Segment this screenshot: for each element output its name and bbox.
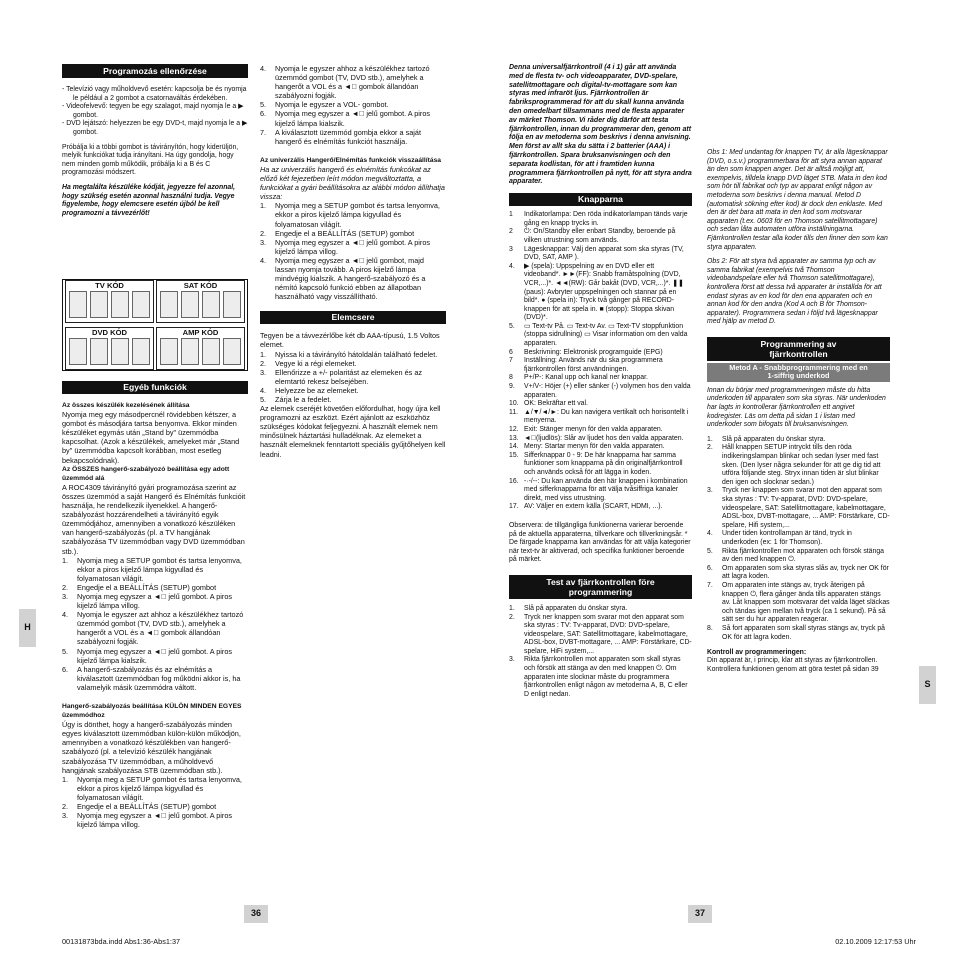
list-item: 2. Håll knappen SETUP intryckt tills den röda indikeringslampan blinkar och sedan lyser med fast sken. (Den lyser några sekunder för att ge dig tid att utföra följande steg. Stryx innan tiden är slut blinkar den igen och slocknar sedan.)	[707, 444, 881, 486]
list-item: 1. Nyomja meg a SETUP gombot és tartsa lenyomva, ekkor a piros kijelző lámpa kigyullad és folyamatosan világít.	[62, 555, 242, 583]
list-item: 7. A kiválasztott üzemmód gombja ekkor a saját hangerő és elnémítás funkciót használja.	[260, 127, 422, 146]
list-item: 17. AV: Väljer en extern källa (SCART, HDMI, ...).	[509, 503, 663, 511]
list-item: 1. Nyomja meg a SETUP gombot és tartsa lenyomva, ekkor a piros kijelző lámpa kigyullad és folyamatosan világít.	[260, 201, 440, 229]
language-tab-s: S	[919, 666, 936, 704]
list-item: 5. Nyomja le egyszer a VOL- gombot.	[260, 100, 389, 110]
digit-cell[interactable]	[223, 338, 241, 365]
section-heading-other-functions: Egyéb funkciók	[62, 381, 248, 394]
code-box-label: SAT KÓD	[183, 281, 218, 290]
list-item: 2. Engedje el a BEÁLLÍTÁS (SETUP) gombot	[260, 228, 415, 238]
paragraph: Az elemek cseréjét követően előfordulhat, hogy újra kell programozni az eszközt. Ezért ajánlott az eszközhöz szükséges kódokat feljegyezni. A használt elemek nem minősülnek háztartási hulladéknak. Az elemeket a használt elemeknek fenntartott speciális gyűjtőhelyen kell leadni.	[260, 404, 446, 459]
digit-cell[interactable]	[69, 338, 87, 365]
observation-note: Observera: de tillgängliga funktionerna varierar beroende på de aktuella apparaterna, tillverkare och tillverkningsår. * De färgade knapparna kan användas för att välja kategorier när text-tv är aktiverad, och specifika funktioner beroende på märket.	[509, 521, 691, 564]
code-box-amp	[156, 327, 245, 370]
note-obs-1: Obs 1: Med undantag för knappen TV, är alla lägesknappar (DVD, o.s.v.) programmerbara för att styra annan apparat än den som knappen anger. Det är alltså möjligt att, exempelvis, tilldela knapp DVD läget STB. Mata in den kod som hör till fabrikat och typ av apparat enligt någon av metoderna som beskrivs i denna manual. Metod D (automatisk sökning efter kod) är dock den enklaste. Med den är det bara att mata in den kod som motsvarar apparaten (t.ex. 0603 för en Thomson satellitmottagare) och sedan låta automaten utföra inställningarna. Fjärrkontrollen testar alla koder tills den finner den som kan styra apparaten.	[707, 149, 888, 251]
column-1-lower	[62, 381, 248, 829]
list-item: 7. Om apparaten inte stängs av, tryck återigen på knappen ⏻, flera gånger ända tills apparaten stängs av. Låt knappen som motsvarar det valda läget släckas och tändas igen mellan två tryck (ca 1 sekund). På så sätt ser du hur apparaten reagerar.	[707, 581, 890, 624]
steps-list	[260, 201, 446, 301]
paragraph: Tegyen be a távvezérlőbe két db AAA-típusú, 1.5 Voltos elemet.	[260, 331, 440, 350]
steps-list	[62, 775, 248, 830]
steps-list	[707, 436, 890, 642]
language-tab-h: H	[19, 609, 36, 647]
section-heading-test: Test av fjärrkontrollen före programmering	[509, 575, 692, 599]
list-item: 1 Indikatorlampa: Den röda indikatorlampan tänds varje gång en knapp trycks in.	[509, 211, 688, 227]
code-box-label: TV KÓD	[95, 281, 124, 290]
code-box-tv	[65, 280, 154, 323]
digit-cell[interactable]	[132, 291, 150, 318]
digit-cell[interactable]	[202, 338, 220, 365]
list-item: 3. Ellenőrizze a +/- polaritást az elemeken és az elemtartó rekesz belsejében.	[260, 367, 423, 386]
paragraph: Din apparat är, i princip, klar att styras av fjärrkontrollen. Kontrollera funktionen genom att göra testet på sidan 39	[707, 657, 879, 673]
code-box-sat	[156, 280, 245, 323]
list-item: 6. Nyomja meg egyszer a ◄⃞ jelű gombot. A piros kijelző lámpa kialszik.	[260, 109, 431, 128]
bullet-list	[62, 86, 248, 138]
digit-cell[interactable]	[202, 291, 220, 318]
steps-list	[509, 605, 692, 700]
list-item: 3. Nyomja meg egyszer a ◄⃞ jelű gombot. A piros kijelző lámpa villog.	[62, 591, 233, 611]
list-item: 11. ▲/▼/◄/►: Du kan navigera vertikalt och horisontellt i menyerna.	[509, 408, 689, 425]
bullet-item: - Videofelvevő: tegyen be egy szalagot, majd nyomja le a ▶ gombot.	[62, 103, 244, 119]
code-box-label: DVD KÓD	[91, 328, 128, 337]
subheading-each-volume: Hangerő-szabályozás beállítása KÜLÖN MINDEN EGYES üzemmódhoz	[62, 703, 242, 720]
list-item: 10. OK: Bekräftar ett val.	[509, 400, 588, 408]
digit-cell[interactable]	[160, 338, 178, 365]
warning-text: Ha megtalálta készüléke kódját, jegyezze fel azonnal, hogy szükség esetén azonnal használni tudja. Vegye figyelembe, hogy elemcsere esetén újból be kell programozni a távvezérlőt!	[62, 183, 236, 217]
list-item: 4. Helyezze be az elemeket.	[260, 385, 359, 395]
digit-cell[interactable]	[223, 291, 241, 318]
column-3	[509, 64, 692, 699]
digit-cell[interactable]	[111, 338, 129, 365]
list-item: 5. Rikta fjärrkontrollen mot apparaten och försök stänga av den med knappen ⏻.	[707, 547, 885, 564]
intro-text: Denna universalfjärrkontroll (4 i 1) går att använda med de flesta tv- och videoapparater, DVD-spelare, satellitmottagare och digital-tv-mottagare som kan styras med infraröt ljus. Fjärrkontrollen är fabriksprogrammerad för att du skall kunna använda den omedelbart tillsammans med de flesta apparater av märket Thomson. Vi råder dig därför att testa fjärrkontrollen, innan du programmerar den, genom att följa en av metoderna som beskrivs i denna anvisning. Men först av allt ska du sätta i 2 batterier (AAA) i fjärrkontrollen. Spara bruksanvisningen och den separata kodlistan, för att i framtiden kunna programmera fjärrkontrollen på nytt, för att styra andra apparater.	[509, 64, 692, 186]
subheading-method-a: Metod A - Snabbprogrammering med en 1-siffrig underkod	[707, 363, 890, 382]
column-2	[260, 64, 446, 459]
section-heading-buttons: Knapparna	[509, 193, 692, 206]
subheading-reset: Az összes készülék kezelésének állítása	[62, 402, 190, 409]
list-item: 14. Meny: Startar menyn för den valda apparaten.	[509, 443, 665, 451]
list-item: 1. Nyissa ki a távirányító hátoldalán található fedelet.	[260, 349, 438, 359]
list-item: 8. Så fort apparaten som skall styras stängs av, tryck på OK för att lagra koden.	[707, 624, 886, 641]
digit-cell[interactable]	[181, 338, 199, 365]
footer-timestamp: 02.10.2009 12:17:53 Uhr	[835, 937, 916, 946]
paragraph: Úgy is dönthet, hogy a hangerő-szabályozás minden egyes kiválasztott üzemmódban külön-külön működjön, amennyiben a vonatkozó készülékben van hangerő-szabályozó (pl. a televízió készülék hangjának szabályozása TV üzemmódban, a műholdvevő hangjának szabályozása STB üzemmódban stb.).	[62, 720, 241, 775]
list-item: 5. ▭ Text-tv På. ▭ Text-tv Av. ▭ Text-TV stoppfunktion (stoppa sidrullning) ▭ Visar information om den valda apparaten.	[509, 322, 688, 348]
section-heading-battery: Elemcsere	[260, 311, 446, 324]
list-item: 6 Beskrivning: Elektronisk programguide (EPG)	[509, 348, 663, 356]
column-1	[62, 64, 248, 218]
list-item: 6. Om apparaten som ska styras slås av, tryck ner OK för att lagra koden.	[707, 564, 889, 581]
list-item: 15. Sifferknappar 0 - 9: De här knapparna har samma funktioner som knapparna på din originalfjärrkontroll och används också för att lägga in koden.	[509, 451, 683, 476]
page-number-right: 37	[688, 905, 712, 923]
section-heading-programming: Programmering av fjärrkontrollen	[707, 337, 890, 361]
list-item: 4. ▶ (spela): Uppspelning av en DVD eller ett videoband*. ►►(FF): Snabb framåtspolning (DVD, VCR,...)*. ◄◄(RW): Går bakåt (DVD, VCR,...)*. ❚❚ (paus): Avbryter uppspelningen och stannar på en bild*. ● (spela in): Tryck två gånger på RECORD-knappen för att spela in. ■ (stopp): Stoppa skivan (DVD)*.	[509, 262, 684, 322]
section-heading-programming-check: Programozás ellenőrzése	[62, 64, 248, 78]
code-boxes	[62, 279, 248, 371]
digit-cell[interactable]	[132, 338, 150, 365]
bullet-item: - Televízió vagy műholdvevő esetén: kapcsolja be és nyomja le például a 2 gombot a csatornaváltás érdekében.	[62, 86, 247, 102]
list-item: 1. Slå på apparaten du önskar styra.	[509, 604, 628, 612]
keys-list	[509, 211, 692, 512]
list-item: 4. Under tiden kontrollampan är tänd, tryck in underkoden (ex: 1 för Thomson).	[707, 530, 852, 546]
list-item: 4. Nyomja le egyszer ahhoz a készülékhez tartozó üzemmód gombot (TV, DVD stb.), amelyhek a hangerőt a VOL és a ◄⃞ gombok állandóan szabályozni fogják.	[260, 64, 430, 101]
list-item: 5. Nyomja meg egyszer a ◄⃞ jelű gombot. A piros kijelző lámpa kialszik.	[62, 646, 233, 665]
paragraph: Innan du börjar med programmeringen måste du hitta underkoden till apparaten som ska styras. När underkoden har lagts in kontrollerar fjärrkontrollen ett angivet kodregister. Läs om detta på sidan 1 i listan med underkoder som bifogats till bruksanvisningen.	[707, 386, 886, 429]
list-item: 9. V+/V-: Höjer (+) eller sänker (-) volymen hos den valda apparaten.	[509, 383, 691, 399]
page-number-left: 36	[244, 905, 268, 923]
digit-cell[interactable]	[90, 291, 108, 318]
list-item: 4. Nyomja meg egyszer a ◄⃞ jelű gombot, majd lassan nyomja tovább. A piros kijelző lámpa mindvégig kialszik. A hangerő-szabályozó és a némító kapcsoló funkció ebben az állapotban használható vagy visszállítható.	[260, 255, 426, 302]
list-item: 8 P+/P-: Kanal upp och kanal ner knappar.	[509, 374, 648, 382]
subheading-all-volume: Az ÖSSZES hangerő-szabályozó beállítása egy adott üzemmód alá	[62, 465, 230, 482]
list-item: 4. Nyomja le egyszer azt ahhoz a készülékhez tartozó üzemmód gombot (TV, DVD stb.), amelyhek a hangerőt a VOL és a ◄⃞ gombok állandóan szabályozni fogják.	[62, 610, 244, 647]
list-item: 3. Nyomja meg egyszer a ◄⃞ jelű gombot. A piros kijelző lámpa villog.	[62, 811, 233, 830]
list-item: 6. A hangerő-szabályozás és az elnémítás a kiválasztott üzemmódban fog működni akkor is, ha valamelyik másik üzemmódra váltott.	[62, 664, 241, 692]
subheading-restore: Az univerzális Hangerő/Elnémítás funkciók visszaállítása	[260, 156, 442, 164]
digit-cell[interactable]	[181, 291, 199, 318]
list-item: 3. Tryck ner knappen som svarar mot den apparat som ska styras : TV: Tv-apparat, DVD: DVD-spelare, videospelare, SAT: Satellitmottagare, kabelmottagare, ADSL-box, DVBT-mottagare, ... AMP: Förstärkare, CD-spelare, Hifi system,...	[707, 487, 890, 529]
list-item: 1. Nyomja meg a SETUP gombot és tartsa lenyomva, ekkor a piros kijelző lámpa kigyullad és folyamatosan világít.	[62, 774, 242, 802]
list-item: 2. Vegye ki a régi elemeket.	[260, 358, 357, 368]
list-item: 2. Engedje el a BEÁLLÍTÁS (SETUP) gombot	[62, 582, 217, 592]
list-item: 7 Inställning: Används när du ska programmera fjärrkontrollen först användningen.	[509, 357, 663, 373]
paragraph: A ROC4309 távirányító gyári programozása szerint az összes üzemmód a saját Hangerő és Elnémítás funkcióit használja, he rendelkezik ilyenekkel. A hangerő-szabályozást hozzárendelheti a távirányító egyik üzemmódjához, amennyiben a vonatkozó készüléken van hangerő-szabályozás (pl. a TV hangjának szabályozása TV üzemmódban vagy DVD üzemmódban stb.).	[62, 482, 246, 556]
digit-cell[interactable]	[111, 291, 129, 318]
list-item: 3 Lägesknappar: Välj den apparat som ska styras (TV, DVD, SAT, AMP ).	[509, 245, 684, 262]
steps-list	[260, 64, 446, 146]
note-obs-2: Obs 2: För att styra två apparater av samma typ och av samma fabrikat (exempelvis två Thomson videobandspelare eller två Thomson satellitmottagare), kontrollera först att dessa två apparater är inställda för att endast styras av en kod för den ena apparaten och en annan kod för den andra (Kod A och B för Thomson-apparater). Programmera sedan i följd två lägesknappar med hjälp av metod D.	[707, 258, 882, 326]
list-item: 2. Tryck ner knappen som svarar mot den apparat som ska styras : TV: Tv-apparat, DVD: DVD-spelare, videospelare, SAT: Satellitmottagare, kabelmottagare, ADSL-box, DVBT-mottagare, ... AMP: Förstärkare, CD-spelare, HiFi system,...	[509, 613, 692, 655]
list-item: 1. Slå på apparaten du önskar styra.	[707, 435, 826, 443]
paragraph: Nyomja meg egy másodpercnél rövidebben kétszer, a gombot és másodjára tartsa benyomva. Ekkor minden készüléket egymás után „Stand by" üzemmódba kapcsolhat. (Azok a készülékek, amelyeket már „Stand by" üzemmódba kapcsolt korábban, most esetleg bekapcsolódnak).	[62, 410, 240, 465]
list-item: 13. ◄⃞(ljudlös): Slår av ljudet hos den valda apparaten.	[509, 434, 684, 442]
bullet-item: - DVD lejátszó: helyezzen be egy DVD-t, majd nyomja le a ▶ gombot.	[62, 120, 248, 136]
list-item: 2 ⏻: On/Standby eller enbart Standby, beroende på vilken utrustning som används.	[509, 228, 676, 244]
subheading-check: Kontroll av programmeringen:	[707, 649, 807, 657]
digit-cell[interactable]	[69, 291, 87, 318]
list-item: 2. Engedje el a BEÁLLÍTÁS (SETUP) gombot	[62, 802, 217, 812]
steps-list	[62, 556, 248, 692]
footer-file-info: 00131873bda.indd Abs1:36-Abs1:37	[62, 937, 181, 946]
list-item: 5. Zárja le a fedelet.	[260, 395, 332, 404]
list-item: 16. -·-/--: Du kan använda den här knappen i kombination med sifferknapparna för att välja tvåsiffriga kanaler direkt, med viss utrustning.	[509, 477, 688, 502]
list-item: 3. Nyomja meg egyszer a ◄⃞ jelű gombot. A piros kijelző lámpa villog.	[260, 237, 431, 256]
digit-cell[interactable]	[90, 338, 108, 365]
code-box-dvd	[65, 327, 154, 370]
paragraph: Ha az univerzális hangerő és elnémítás funkcókat az előző két fejezetben leírt módon megváltoztatta, a funkciókat a gyári beállításokra az alábbi módon állíthatja vissza:	[260, 164, 445, 202]
code-box-label: AMP KÓD	[182, 328, 219, 337]
paragraph: Próbálja ki a többi gombot is távirányítón, hogy kiderüljön, melyik funkciókat tudja irányítani. Ha úgy gondolja, hogy nem minden gomb működik, próbálja ki a B és C programozási módszert.	[62, 143, 239, 177]
steps-list	[260, 350, 446, 405]
list-item: 3. Rikta fjärrkontrollen mot apparaten som skall styras och försök att stänga av den med knappen ⏻. Om apparaten inte slocknar måste du programmera fjärrkontrollen enligt någon av metoderna A, B, C eller D enligt nedan.	[509, 656, 688, 698]
column-4	[707, 149, 890, 674]
digit-cell[interactable]	[160, 291, 178, 318]
list-item: 12. Exit: Stänger menyn för den valda apparaten.	[509, 426, 663, 433]
